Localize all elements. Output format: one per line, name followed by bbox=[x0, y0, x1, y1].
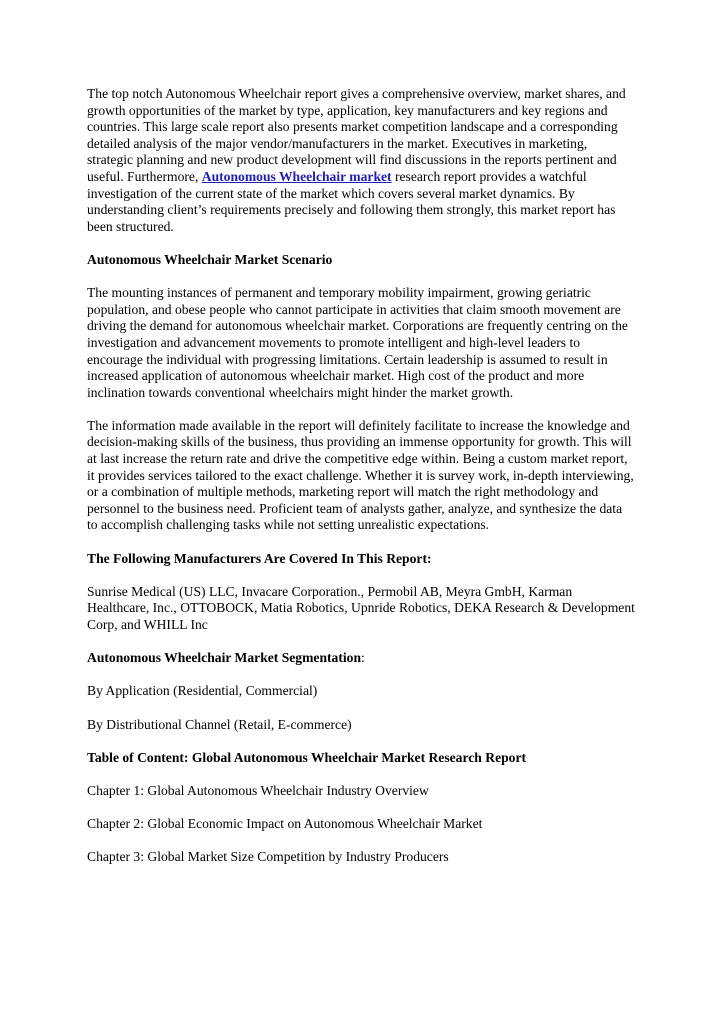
autonomous-wheelchair-market-link[interactable]: Autonomous Wheelchair market bbox=[201, 168, 392, 184]
intro-paragraph bbox=[87, 86, 635, 235]
toc-heading: Table of Content: Global Autonomous Wheelchair Market Research Report bbox=[87, 749, 527, 765]
scenario-paragraph-2: The information made available in the report will definitely facilitate to increase the knowledge and decision-making skills of the business, thus providing an immense opportunity for growth. This will at last increase the return rate and drive the competitive edge within. Being a custom market report, it provides services tailored to the exact challenge. Whether it is survey work, in-depth interviewing, or a combination of multiple methods, marketing report will match the right methodology and personnel to the business need. Proficient team of analysts gather, analyze, and synthesize the data to accomplish challenging tasks while not setting unrealistic expectations. bbox=[87, 417, 634, 533]
scenario-heading: Autonomous Wheelchair Market Scenario bbox=[87, 251, 333, 267]
segmentation-colon: : bbox=[361, 650, 365, 666]
segmentation-by-channel: By Distributional Channel (Retail, E-commerce) bbox=[87, 716, 352, 732]
segmentation-heading: Autonomous Wheelchair Market Segmentation bbox=[87, 650, 362, 666]
segmentation-heading-line bbox=[87, 650, 635, 667]
toc-chapter-3: Chapter 3: Global Market Size Competition by Industry Producers bbox=[87, 849, 449, 865]
intro-text-before-link: The top notch Autonomous Wheelchair report gives a comprehensive overview, market shares, and growth opportunities of the market by type, application, key manufacturers and key regions and countries. This large scale report also presents market competition landscape and a corresponding detailed analysis of the major vendor/manufacturers in the market. Executives in marketing, strategic planning and new product development will find discussions in the reports pertinent and useful. Furthermore, bbox=[87, 86, 626, 184]
toc-chapter-2: Chapter 2: Global Economic Impact on Autonomous Wheelchair Market bbox=[87, 816, 483, 832]
document-page bbox=[87, 86, 635, 883]
manufacturers-heading: The Following Manufacturers Are Covered In This Report: bbox=[87, 550, 432, 566]
intro-text-after-link: research report provides a watchful investigation of the current state of the market which covers several market dynamics. By understanding client’s requirements precisely and following them strongly, this market report has been structured. bbox=[87, 168, 616, 234]
toc-chapter-1: Chapter 1: Global Autonomous Wheelchair Industry Overview bbox=[87, 782, 429, 798]
scenario-paragraph-1: The mounting instances of permanent and temporary mobility impairment, growing geriatric population, and obese people who cannot participate in activities that claim smooth movement are driving the demand for autonomous wheelchair market. Corporations are frequently centring on the investigation and advancement movements to promote intelligent and high-level leaders to encourage the individual with progressing limitations. Certain leadership is assumed to result in increased application of autonomous wheelchair market. High cost of the product and more inclination towards conventional wheelchairs might hinder the market growth. bbox=[87, 285, 628, 400]
manufacturers-list: Sunrise Medical (US) LLC, Invacare Corporation., Permobil AB, Meyra GmbH, Karman Healthcare, Inc., OTTOBOCK, Matia Robotics, Upnride Robotics, DEKA Research & Development Corp, and WHILL Inc bbox=[87, 583, 635, 632]
segmentation-by-application: By Application (Residential, Commercial) bbox=[87, 683, 318, 699]
